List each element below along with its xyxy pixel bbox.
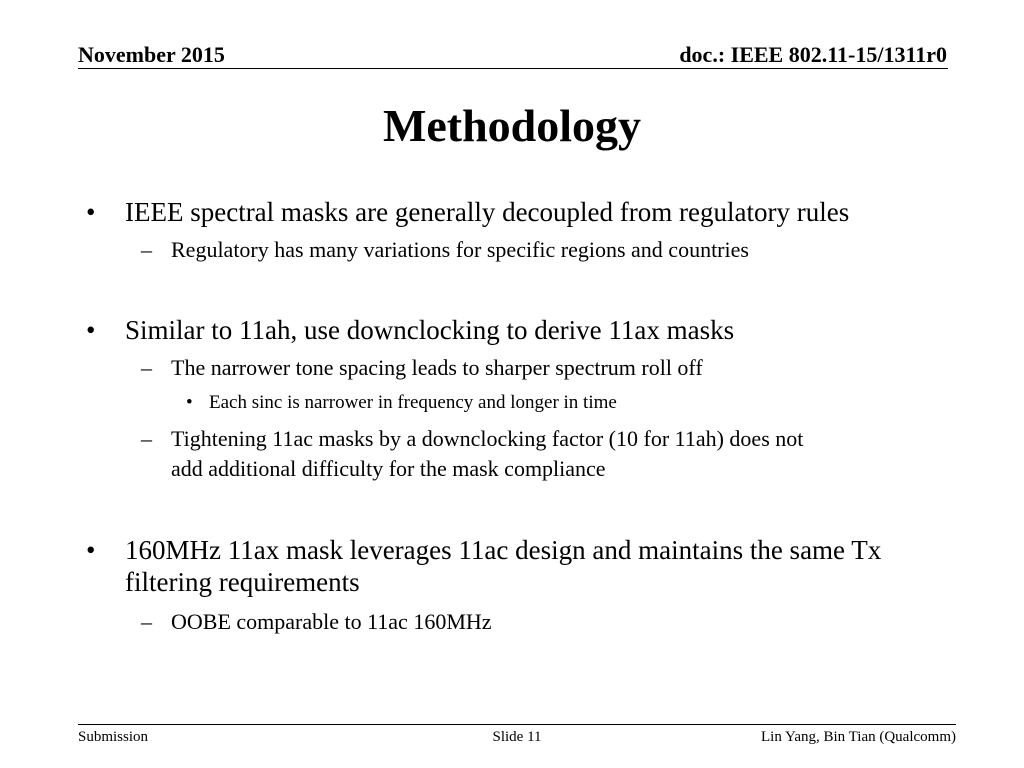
bullet-marker-small: • [186,392,193,413]
bullet-3-line-1: 160MHz 11ax mask leverages 11ac design and maintains the same Tx [125,535,882,565]
bullet-1-text: IEEE spectral masks are generally decoupled from regulatory rules [125,197,850,227]
header-divider [78,68,948,69]
bullet-marker: • [86,535,96,565]
header-doc-id: doc.: IEEE 802.11-15/1311r0 [679,42,947,67]
dash-marker: – [141,609,152,634]
footer-authors: Lin Yang, Bin Tian (Qualcomm) [760,729,956,745]
bullet-1-sub-1-text: Regulatory has many variations for specific regions and countries [171,237,749,262]
header-date: November 2015 [78,42,225,67]
bullet-2-text: Similar to 11ah, use downclocking to derive 11ax masks [125,315,735,345]
bullet-2-sub-1-text: The narrower tone spacing leads to sharper spectrum roll off [171,355,703,380]
dash-marker: – [141,237,152,262]
bullet-3-sub-1-text: OOBE comparable to 11ac 160MHz [171,609,492,634]
dash-marker: – [141,426,152,451]
bullet-2-sub-1-sub-1-text: Each sinc is narrower in frequency and longer in time [209,392,617,413]
slide-title: Methodology [382,100,642,151]
footer-submission: Submission [78,729,149,745]
bullet-2-sub-2-line-1: Tightening 11ac masks by a downclocking factor (10 for 11ah) does not [171,426,804,451]
footer-divider [78,724,956,725]
bullet-2-sub-2-line-2: add additional difficulty for the mask compliance [171,456,606,481]
slide-number: Slide 11 [492,729,542,745]
bullet-marker: • [86,197,96,227]
bullet-marker: • [86,315,96,345]
dash-marker: – [141,355,152,380]
bullet-3-line-2: filtering requirements [125,567,360,597]
